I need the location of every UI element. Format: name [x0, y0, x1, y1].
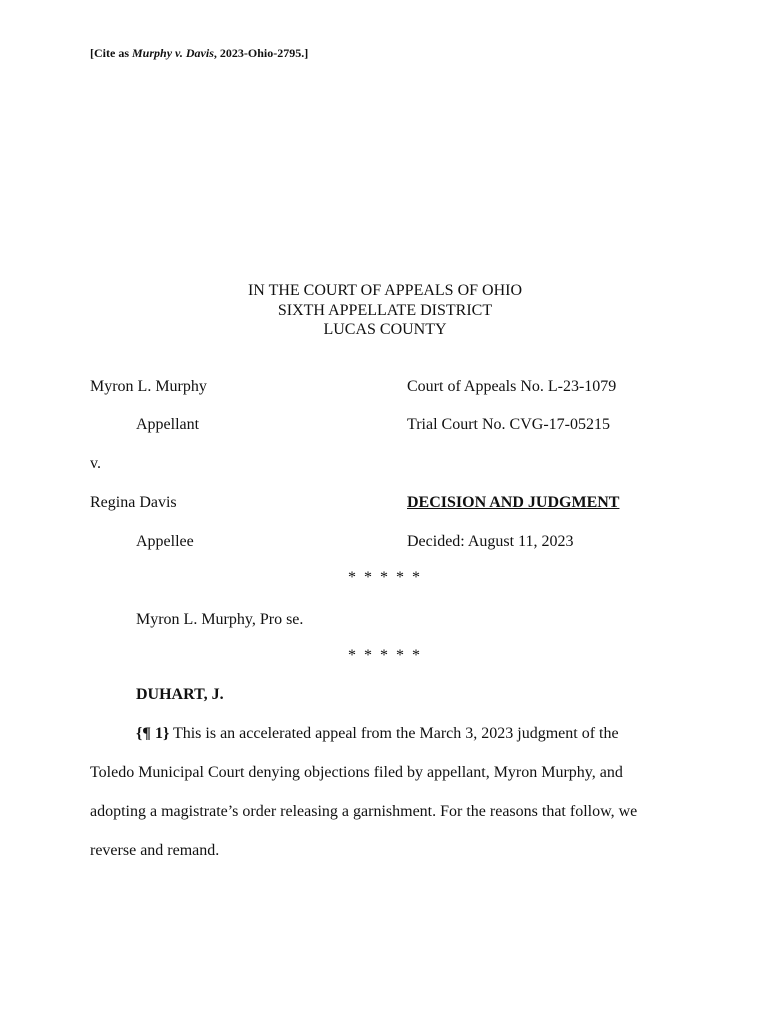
counsel-line: Myron L. Murphy, Pro se.	[136, 611, 304, 628]
appellant-role: Appellant	[136, 416, 200, 433]
judge-name: DUHART, J.	[136, 686, 224, 703]
paragraph-mark: {¶ 1}	[136, 725, 170, 742]
versus-label: v.	[90, 455, 101, 472]
citation-prefix: [Cite as	[90, 46, 132, 60]
opinion-line: reverse and remand.	[90, 842, 220, 859]
appellee-name: Regina Davis	[90, 494, 177, 511]
trial-case-number: Trial Court No. CVG-17-05215	[407, 416, 610, 433]
decision-date: Decided: August 11, 2023	[407, 533, 574, 550]
court-heading	[0, 281, 770, 340]
court-county: LUCAS COUNTY	[323, 321, 447, 338]
appellee-role: Appellee	[136, 533, 194, 550]
citation-case-name: Murphy v. Davis	[132, 46, 214, 60]
court-name: IN THE COURT OF APPEALS OF OHIO	[247, 282, 523, 299]
citation-suffix: , 2023-Ohio-2795.]	[213, 46, 309, 60]
citation-header	[90, 46, 308, 61]
opinion-line: Toledo Municipal Court denying objections filed by appellant, Myron Murphy, and	[90, 764, 623, 781]
opinion-line: adopting a magistrate’s order releasing a garnishment. For the reasons that follow, we	[90, 803, 638, 820]
separator-stars: * * * * *	[348, 569, 422, 586]
appeals-case-number: Court of Appeals No. L-23-1079	[407, 378, 617, 395]
opinion-text: This is an accelerated appeal from the March 3, 2023 judgment of the	[169, 725, 619, 742]
decision-title: DECISION AND JUDGMENT	[407, 494, 620, 511]
opinion-line	[136, 725, 619, 743]
court-district: SIXTH APPELLATE DISTRICT	[277, 301, 493, 319]
appellant-name: Myron L. Murphy	[90, 378, 207, 395]
separator-stars: * * * * *	[348, 647, 422, 664]
